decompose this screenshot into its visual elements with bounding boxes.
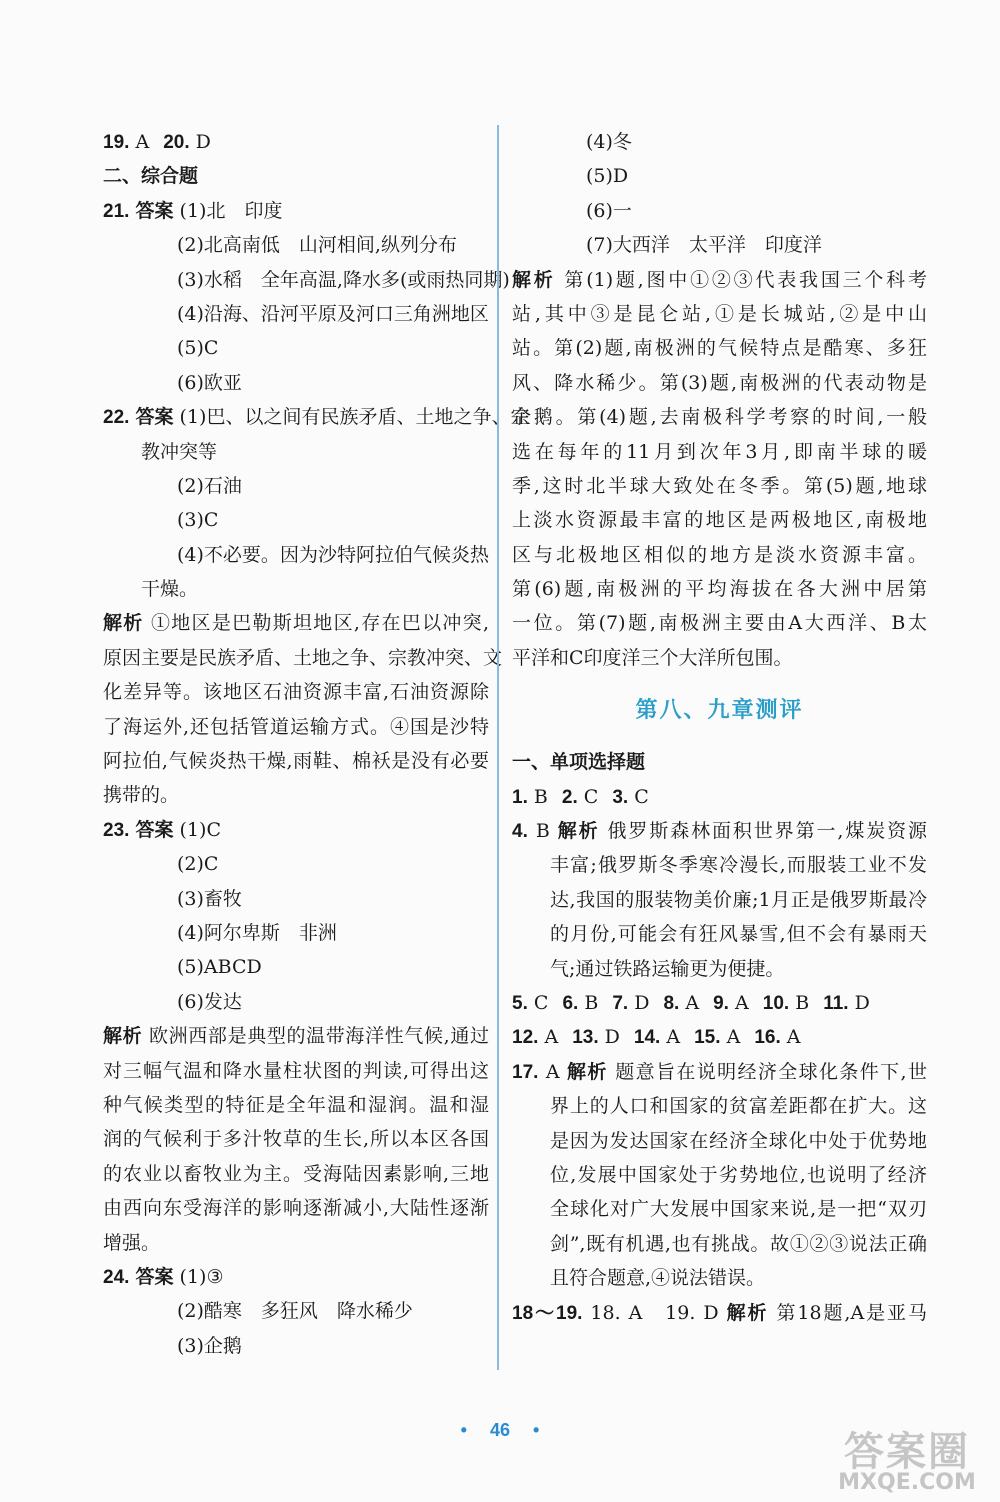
explanation-label: 解析 [103,1025,143,1048]
answer-line [103,400,530,434]
question-number: 19. [103,132,130,153]
answer-line [103,194,489,228]
explanation-line [103,606,489,640]
answer-choice: A [735,991,749,1014]
text-line: (2)北高南低 山河相间,纵列分布 [177,234,457,257]
answer-text: (1)C [179,818,221,841]
answer-choice: C [583,785,599,808]
answer-choice: C [533,991,549,1014]
explanation-label: 解析 [557,820,600,843]
text-line: 由西向东受海洋的影响逐渐减小,大陆性逐渐 [103,1197,489,1220]
answer-choice: A [545,1060,560,1083]
watermark-logo [822,1420,992,1500]
text-line: (6)发达 [177,990,242,1013]
text-line: 风、降水稀少。第(3)题,南极洲的代表动物是 [512,371,927,394]
answer-explanation-line [512,1296,927,1330]
section-title: 第八、九章测评 [635,697,804,724]
explanation-text: 欧洲西部是典型的温带海洋性气候,通过 [148,1025,489,1048]
text-line: 的农业以畜牧业为主。受海陆因素影响,三地 [103,1162,489,1185]
question-number: 6. [562,992,579,1014]
text-line: 剑”,既有机遇,也有挑战。故①②③说法正确 [550,1232,927,1255]
explanation-text: 第18题,A是亚马 [776,1301,927,1324]
explanation-label: 解析 [512,268,556,291]
answer-row [512,1020,927,1054]
text-line: 选在每年的11月到次年3月,即南半球的暖 [512,440,927,463]
answer-choice: A [544,1026,559,1049]
question-number: 12. [512,1027,539,1049]
question-number: 9. [713,992,729,1014]
question-number: 11. [823,992,849,1014]
watermark-main-text: 答案圈 [844,1429,970,1475]
question-number: 10. [762,992,790,1014]
answer-explanation-line [512,1055,927,1089]
question-number: 3. [612,786,629,808]
answer-explanation-line [512,814,927,848]
page-number-value: 46 [489,1420,511,1440]
text-line: 丰富;俄罗斯冬季寒冷漫长,而服装工业不发 [550,854,927,877]
text-line: 对三幅气温和降水量柱状图的判读,可得出这 [103,1059,489,1082]
question-number: 21. [103,200,130,222]
text-line: (4)沿海、沿河平原及河口三角洲地区 [177,302,489,325]
explanation-line [512,263,927,297]
explanation-label: 解析 [103,612,144,635]
question-number: 18～19. [512,1302,583,1324]
text-line: (2)酷寒 多狂风 降水稀少 [177,1300,413,1323]
question-number: 13. [572,1027,599,1049]
text-line: (5)C [177,337,219,360]
text-line: (6)一 [586,199,632,222]
text-line: 界上的人口和国家的贫富差距都在扩大。这 [550,1095,927,1118]
text-line: 平洋和C印度洋三个大洋所包围。 [512,646,793,669]
question-number: 2. [561,786,578,808]
text-line: 携带的。 [103,784,180,807]
explanation-text: 第(1)题,图中①②③代表我国三个科考 [564,268,927,291]
text-line: 是因为发达国家在经济全球化中处于优势地 [550,1129,927,1152]
watermark-sub-text: MXQE.COM [838,1470,976,1495]
section-heading: 二、综合题 [103,165,199,188]
text-line: 阿拉伯,气候炎热干燥,雨鞋、棉袄是没有必要 [103,750,489,773]
text-line: 的月份,可能会有狂风暴雪,但不会有暴雨天 [550,923,927,946]
question-number: 5. [512,992,528,1014]
text-line: 原因主要是民族矛盾、土地之争、宗教冲突、文 [103,646,503,669]
text-line: 站,其中③是昆仑站,①是长城站,②是中山 [512,302,927,325]
question-number: 24. [103,1266,130,1288]
text-line: (3)C [177,509,219,532]
answer-choice: 18. A 19. D [590,1301,719,1324]
text-line: 达,我国的服装物美价廉;1月正是俄罗斯最冷 [550,888,927,911]
answer-row [512,986,927,1020]
answer-label: 答案 [135,406,174,429]
answer-choice: A [726,1026,741,1049]
answer-label: 答案 [135,1265,174,1288]
text-line: 企鹅。第(4)题,去南极科学考察的时间,一般 [512,406,927,429]
answer-choice: D [634,991,650,1014]
explanation-label: 解析 [726,1301,769,1324]
text-line: 润的气候利于多汁牧草的生长,所以本区各国 [103,1128,489,1151]
text-line: 化差异等。该地区石油资源丰富,石油资源除 [103,681,489,704]
text-line: (5)ABCD [177,956,262,979]
text-line: 区与北极地区相似的地方是淡水资源丰富。 [512,543,927,566]
text-line: 全球化对广大发展中国家来说,是一把“双刃 [550,1198,927,1221]
section-heading: 一、单项选择题 [512,751,646,774]
answer-choice: A [685,991,700,1014]
explanation-label: 解析 [567,1060,608,1083]
text-line: 站。第(2)题,南极洲的气候特点是酷寒、多狂 [512,337,927,360]
answer-choice: A [666,1026,681,1049]
question-number: 20. [163,132,190,153]
answer-text: (1)巴、以之间有民族矛盾、土地之争、宗 [179,406,530,429]
question-number: 22. [103,407,130,429]
question-number: 1. [512,786,528,808]
question-number: 4. [512,821,528,843]
text-line: 种气候类型的特征是全年温和湿润。温和湿 [103,1093,489,1116]
text-line: 一位。第(7)题,南极洲主要由A大西洋、B太 [512,612,927,635]
text-line: (3)畜牧 [177,887,242,910]
text-line: (2)石油 [177,474,242,497]
text-line: 且符合题意,④说法错误。 [550,1267,766,1290]
right-column [512,125,927,1330]
answer-row [103,125,489,159]
answer-choice: B [584,991,599,1014]
text-line: (6)欧亚 [177,371,242,394]
answer-choice: B [795,991,810,1014]
text-line: (4)不必要。因为沙特阿拉伯气候炎热 [177,543,489,566]
text-line: (4)阿尔卑斯 非洲 [177,921,337,944]
text-line: (7)大西洋 太平洋 印度洋 [586,234,822,257]
text-line: 上淡水资源最丰富的地区是两极地区,南极地 [512,509,927,532]
answer-choice: A [135,131,150,153]
answer-choice: D [604,1026,620,1049]
answer-choice: B [533,785,548,808]
answer-label: 答案 [135,818,174,841]
page-number-dot-left: • [460,1420,467,1440]
answer-choice: A [786,1026,801,1049]
answer-line [103,1260,489,1294]
question-number: 17. [512,1061,539,1083]
question-number: 14. [633,1027,661,1049]
text-line: 气;通过铁路运输更为便捷。 [550,957,785,980]
answer-choice: C [634,785,649,808]
question-number: 7. [612,992,629,1014]
explanation-text: ①地区是巴勒斯坦地区,存在巴以冲突, [150,612,489,635]
text-line: 增强。 [103,1231,161,1254]
text-line: (2)C [177,853,219,876]
answer-text: (1)北 印度 [179,199,283,222]
question-number: 23. [103,819,130,841]
answer-line [103,813,489,847]
text-line: (3)企鹅 [177,1334,242,1357]
answer-row [512,780,927,814]
page-number-dot-right: • [533,1420,540,1440]
answer-choice: D [195,131,211,153]
text-line: 教冲突等 [141,440,218,463]
answer-choice: B [535,820,550,843]
explanation-text: 题意旨在说明经济全球化条件下,世 [615,1060,927,1083]
explanation-text: 俄罗斯森林面积世界第一,煤炭资源 [607,820,928,843]
question-number: 16. [754,1027,781,1049]
text-line: 第(6)题,南极洲的平均海拔在各大洲中居第 [512,578,927,601]
question-number: 15. [694,1027,721,1049]
text-line: (4)冬 [586,131,632,153]
answer-choice: D [854,991,870,1014]
answer-label: 答案 [135,199,174,222]
text-line: 位,发展中国家处于劣势地位,也说明了经济 [550,1163,927,1186]
question-number: 8. [663,992,680,1014]
column-divider [497,125,499,1370]
text-line: 干燥。 [141,578,199,601]
explanation-line [103,1019,489,1053]
text-line: (3)水稻 全年高温,降水多(或雨热同期) [177,268,510,291]
text-line: (5)D [586,165,629,188]
answer-text: (1)③ [179,1265,224,1288]
text-line: 了海运外,还包括管道运输方式。④国是沙特 [103,715,489,738]
text-line: 季,这时北半球大致处在冬季。第(5)题,地球 [512,474,927,497]
